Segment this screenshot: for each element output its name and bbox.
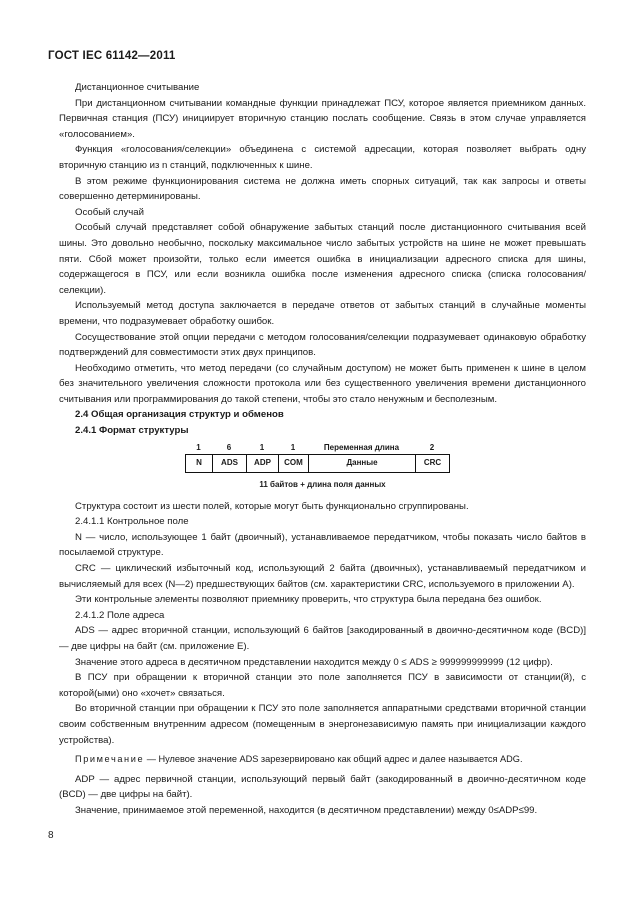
- paragraph: Функция «голосования/селекции» объединена с системой адресации, которая позволяет выбрать одну вторичную станцию из n станций, подключенных к шине.: [59, 144, 586, 171]
- paragraph: Структура состоит из шести полей, которые могут быть функционально сгруппированы.: [75, 500, 469, 512]
- paragraph: Дистанционное считывание: [75, 82, 200, 93]
- paragraph: Необходимо отметить, что метод передачи (со случайным доступом) не может быть применен к шине в целом без значительного увеличения сложности протокола или без существенного увеличения времени дистанционного считывания или программирования до такой степени, чтобы это стало ненужным и бесполезным.: [59, 362, 586, 405]
- section-middle: [59, 499, 586, 749]
- field-size-label: Переменная длина: [323, 442, 400, 452]
- paragraph: ADS — адрес вторичной станции, использующий 6 байтов [закодированный в двоично-десятичном коде (BCD)] — две цифры на байт (см. приложение Е).: [59, 625, 586, 652]
- paragraph: Особый случай представляет собой обнаружение забытых станций после дистанционного считывания всей шины. Это довольно необычно, поскольку максимальное число забытых устройств на шине не может превышать пяти. Сбой может произойти, только если имеется ошибка в инициализации адресного списка для шины, содержащегося в ПСУ, или если возникла ошибка после изменения адресного списка (списка голосования/селекции).: [59, 222, 586, 296]
- structure-format-figure: [59, 439, 586, 499]
- paragraph: N — число, использующее 1 байт (двоичный), устанавливаемое передатчиком, чтобы показать число байтов в посылаемой структуре.: [59, 531, 586, 559]
- paragraph: Во вторичной станции при обращении к ПСУ это поле заполняется аппаратными средствами вторичной станции своим собственным внутренним адресом (помещенным в энергонезависимую память при инициализации каждого устройства).: [59, 703, 586, 746]
- field-box: ADS: [212, 454, 247, 473]
- field-box: ADP: [246, 454, 279, 473]
- paragraph: 2.4.1.1 Контрольное поле: [75, 516, 189, 528]
- paragraph: Значение этого адреса в десятичном представлении находится между 0 ≤ ADS ≥ 999999999999 (12 цифр).: [75, 656, 553, 668]
- field-box: N: [185, 454, 213, 473]
- note-label: Примечание: [75, 754, 145, 765]
- document-body: [59, 80, 586, 819]
- section-bottom: [59, 772, 586, 819]
- figure-caption: 11 байтов + длина поля данных: [259, 479, 386, 489]
- field-size-label: 6: [226, 442, 232, 452]
- field-size-label: 1: [259, 442, 265, 452]
- paragraph: 2.4.1.2 Поле адреса: [75, 609, 165, 621]
- paragraph: В этом режиме функционирования система не должна иметь спорных ситуаций, так как запросы и ответы совершенно детерминированы.: [59, 175, 586, 203]
- paragraph: CRC — циклический избыточный код, использующий 2 байта (двоичных), устанавливаемый передатчиком и вычисляемый для всех (N—2) предшествующих байтов (см. характеристики CRC, используемого в приложении А).: [59, 563, 586, 590]
- field-box: Данные: [308, 454, 416, 473]
- section-heading: 2.4.1 Формат структуры: [75, 425, 189, 437]
- field-box: CRC: [415, 454, 450, 473]
- field-size-label: 2: [429, 442, 435, 452]
- paragraph: Сосуществование этой опции передачи с методом голосования/селекции подразумевает одинаковую обработку подтверждений для совместимости этих двух принципов.: [59, 331, 586, 359]
- section-top: [59, 80, 586, 439]
- paragraph: Эти контрольные элементы позволяют приемнику проверить, что структура была передана без ошибок.: [75, 594, 542, 606]
- paragraph: Значение, принимаемое этой переменной, находится (в десятичном представлении) между 0≤ADP≤99.: [75, 804, 538, 816]
- paragraph: В ПСУ при обращении к вторичной станции это поле заполняется ПСУ в зависимости от станции(й), с которой(ыми) оно «хочет» связаться.: [59, 672, 586, 699]
- paragraph: При дистанционном считывании командные функции принадлежат ПСУ, которое является приемником данных. Первичная станция (ПСУ) инициирует вторичную станцию послать сообщение. Связь в этом случае управляется «голосованием».: [59, 97, 586, 140]
- paragraph: Используемый метод доступа заключается в передаче ответов от забытых станций в случайные моменты времени, что подразумевает обработку ошибок.: [59, 300, 586, 327]
- note-paragraph: [59, 752, 586, 768]
- field-size-label: 1: [196, 442, 201, 452]
- section-heading: 2.4 Общая организация структур и обменов: [75, 409, 284, 421]
- field-size-label: 1: [290, 442, 296, 452]
- standard-header: ГОСТ IEC 61142—2011: [48, 50, 176, 62]
- note-text: — Нулевое значение ADS зарезервировано как общий адрес и далее называется ADG.: [144, 754, 523, 765]
- paragraph: Особый случай: [75, 206, 145, 218]
- paragraph: ADP — адрес первичной станции, использующий первый байт (закодированный в двоично-десятичном коде (BCD) — две цифры на байт).: [59, 773, 586, 801]
- field-box: COM: [278, 454, 309, 473]
- page-number: 8: [48, 830, 54, 841]
